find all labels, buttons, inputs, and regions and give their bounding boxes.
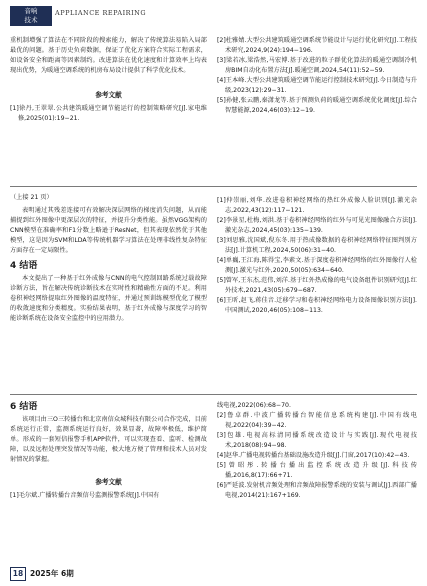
reference-item: [4]王本峰.大型公共建筑暖通空调节能运行控制技术研究[J].今日制造与升级,2023(12):29−31. <box>217 77 417 94</box>
reference-item: [5]孙健,张云鹏,秦潇龙等.基于预测负荷的暖通空调系统优化调度[J].综合智慧能源,2024,46(03):12−19. <box>217 97 417 114</box>
reference-item-continued: 线电视,2022(06):68−70. <box>217 402 291 409</box>
reference-item: [5]曾军,王东杰,范伟,刘洋.基于红外热成像的电气设备组件识别研究[J].红外技术,2021,43(05):679−687. <box>217 277 417 294</box>
part3-reference-list-right <box>217 401 417 501</box>
reference-item: [4]赵华.广播电视转播台基础设施改造升级[J].门窗,2017(10):42−43. <box>217 452 410 459</box>
part1-reference-title: 参考文献 <box>95 91 122 99</box>
part2-paragraph-1: 表明通过其残差连接可有效解决深层网络的梯度消失问题，从而能捕捉到红外图像中更深层次的特征，并提升分类性能。虽然VGG架构的CNN模型在准确率和F1分数上略逊于ResNet，但其表现依然优于其他模型，这是因为SVM和LDA等传统机器学习算法在处理非线性复杂特征方面存在一定局限性。 <box>10 207 207 254</box>
logo-line1: 音响 <box>24 7 38 15</box>
part3-paragraph: 该项目由三O三转播台和北京南信众城科技有限公司合作完成，目前系统运行正常，监测系统运行良好，效果显著，故障率极低，维护简单。形成的一套短信报警手机APP软件，可以实现查看、监听、检测故障，以及远程处理突发情况等功能，极大地方便了管理和技术人员对发射情况的掌握。 <box>10 416 207 463</box>
reference-item: [1]毛尔斌.广播转播台音频信号监测报警系统[J].中国有 <box>10 492 160 499</box>
page-footer <box>10 567 74 581</box>
issue-label: 2025年 6期 <box>30 569 74 578</box>
section-divider <box>10 186 417 187</box>
reference-item: [2]李景星,杜梅,刘洪.基于卷积神经网络的红外与可见光图像融合方法[J].激光杂志,2024,45(03):135−139. <box>217 217 417 234</box>
reference-item: [2]鲁卓群.中波广播转播台智能信息系统构建[J].中国有线电视,2022(04):39−42. <box>217 412 417 429</box>
reference-item: [1]徐丹,王翠翠.公共建筑暖通空调节能运行的控制策略研究[J].家电维修,2025(01):19−21. <box>10 105 207 122</box>
reference-item: [3]包雄.电视高标清同播系统改造设计与实践[J].现代电视技术,2018(08):94−98. <box>217 432 417 449</box>
part3-reference-title: 参考文献 <box>95 478 122 486</box>
reference-item: [6]王昕,赵飞,蒋佳音.迁移学习和卷积神经网络电力设备图像识别方法[J].中国测试,2020,46(05):108−113. <box>217 297 417 314</box>
part1-reference-list <box>10 104 207 124</box>
part2-left-column <box>10 193 207 324</box>
section-divider <box>10 394 417 395</box>
logo-line2: 技术 <box>24 16 38 24</box>
part1-left-column <box>10 36 207 124</box>
part1-paragraph: 重机制增强了算法在不同阶段的搜索能力，解决了传统算法易陷入局部最优的问题。基于历史负荷数据，保证了优化方案符合实际工程需求，如设备安全和距离等因素制约。改进算法在优化速度和计算效率上均表现出优势，为暖通空调系统的机房布局设计提供了科学优化技术。 <box>10 37 207 74</box>
section-heading-conclusion: 4 结语 <box>10 261 38 271</box>
reference-item: [5]曾昭彤.转播台播出监控系统改造升级[J].科技传播,2016,8(17):66+71. <box>217 462 417 479</box>
magazine-name: APPLIANCE REPAIRING <box>55 9 147 17</box>
part2-reference-list <box>217 196 417 316</box>
part3-left-column <box>10 401 207 501</box>
continuation-note: （上接 21 页） <box>10 194 53 201</box>
part1-right-column <box>217 36 417 116</box>
reference-item: [6]严延波.发射机音频处理和音频故障报警系统的安装与调试[J].西部广播电视,2014(21):167+169. <box>217 482 417 499</box>
reference-item: [2]杜雅婧.大型公共建筑暖通空调系统节能设计与运行优化研究[J].工程技术研究,2024,9(24):194−196. <box>217 37 417 54</box>
page-number: 18 <box>10 567 26 581</box>
reference-item: [4]单巍,王江海,陈得宝,李素文.基于深度卷积神经网络的红外图像行人检测[J].激光与红外,2020,50(05):634−640. <box>217 257 417 274</box>
reference-item: [3]刘思雅,沈国斌,倪东冬.用于热成像数据的卷积神经网络特征图判别方法[J].计算机工程,2024,50(06):31−40. <box>217 237 417 254</box>
magazine-logo <box>10 6 52 26</box>
section-heading-conclusion: 6 结语 <box>10 402 38 412</box>
reference-item: [1]仲崇丽,刘华.改进卷积神经网络的热红外成像人脸识别[J].激光杂志,2022,43(12):117−121. <box>217 197 417 214</box>
reference-item: [3]梁若冰,梁浩然,马宏博.基于改进的粒子群优化算法的暖通空调制冷机房BIM自动化布置方法[J].暖通空调,2024,54(11):52−59. <box>217 57 417 74</box>
part2-paragraph-2: 本文提出了一种基于红外成像与CNN的电气控制回路系统过载故障诊断方法，旨在解决传统诊断技术在实时性和精确性方面的不足。利用卷积神经网络提取红外图像的温度特征，并通过预训练模型优化了模型的收敛速度和分类精度。实验结果表明，基于红外成像与深度学习的智能诊断系统在设备安全监控中的应用潜力。 <box>10 275 207 322</box>
part3-reference-list-left <box>10 491 207 501</box>
